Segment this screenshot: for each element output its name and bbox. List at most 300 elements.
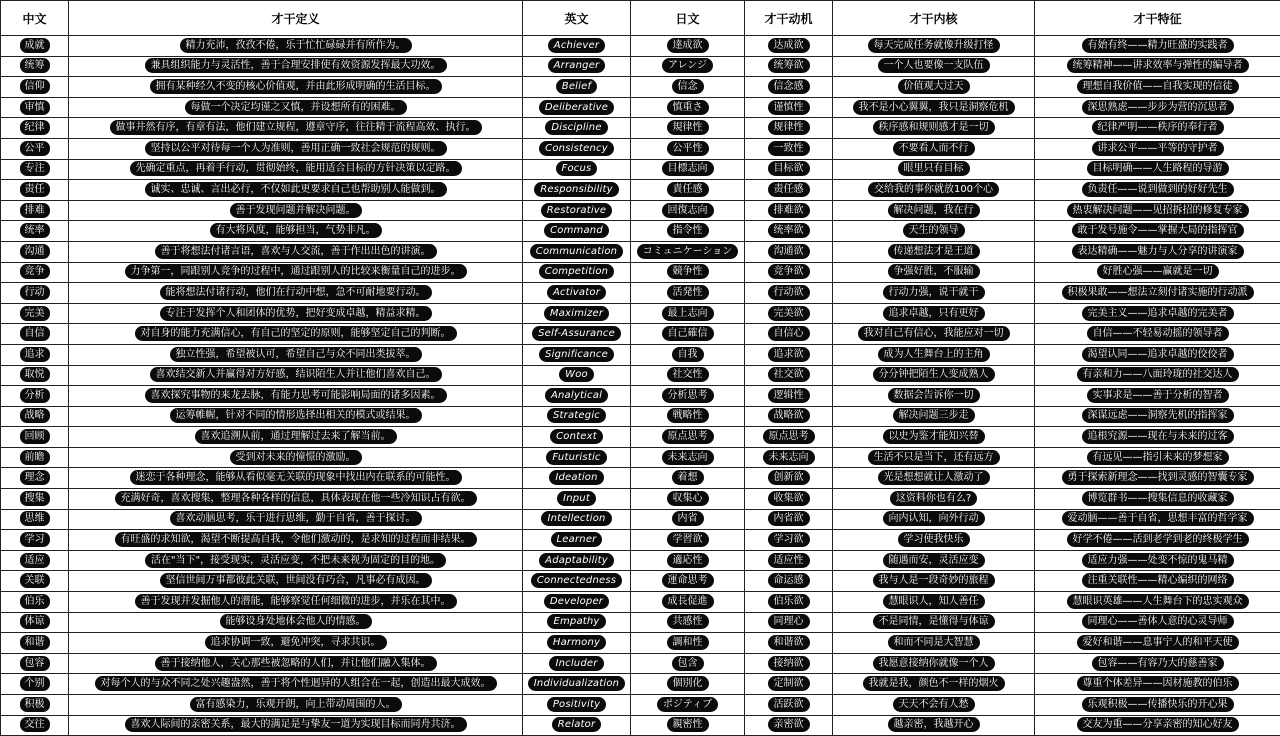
cell-english: Arranger	[548, 58, 606, 73]
cell-trait-cell	[1035, 324, 1280, 345]
cell-japanese: 達成欲	[667, 38, 709, 53]
cell-trait-cell	[1035, 365, 1280, 386]
cell-trait: 讲求公平——平等的守护者	[1092, 141, 1224, 156]
cell-definition-cell	[69, 283, 523, 304]
cell-definition-cell	[69, 386, 523, 407]
cell-motive: 定制欲	[768, 676, 810, 691]
cell-english-cell	[523, 262, 631, 283]
cell-chinese: 公平	[20, 141, 50, 156]
cell-chinese-cell	[1, 406, 69, 427]
cell-chinese: 和谐	[20, 635, 50, 650]
cell-chinese-cell	[1, 77, 69, 98]
cell-trait-cell	[1035, 674, 1280, 695]
cell-motive-cell	[745, 427, 833, 448]
cell-definition-cell	[69, 550, 523, 571]
cell-japanese-cell	[631, 56, 745, 77]
cell-trait-cell	[1035, 530, 1280, 551]
cell-english-cell	[523, 365, 631, 386]
cell-core-cell	[833, 56, 1035, 77]
cell-definition-cell	[69, 592, 523, 613]
cell-english-cell	[523, 138, 631, 159]
cell-definition-cell	[69, 509, 523, 530]
cell-definition: 迷恋于各种理念，能够从看似毫无关联的现象中找出内在联系的可能性。	[130, 470, 462, 485]
cell-definition: 喜欢动脑思考，乐于进行思维，勤于自省，善于探讨。	[170, 511, 422, 526]
cell-english-cell	[523, 468, 631, 489]
cell-motive-cell	[745, 489, 833, 510]
cell-chinese-cell	[1, 612, 69, 633]
cell-definition-cell	[69, 468, 523, 489]
cell-motive: 行动欲	[768, 285, 810, 300]
cell-core: 价值观大过天	[898, 79, 970, 94]
cell-chinese-cell	[1, 36, 69, 57]
cell-english-cell	[523, 77, 631, 98]
cell-definition-cell	[69, 159, 523, 180]
cell-chinese-cell	[1, 56, 69, 77]
cell-chinese-cell	[1, 283, 69, 304]
cell-japanese: 活発性	[667, 285, 709, 300]
cell-core-cell	[833, 97, 1035, 118]
cell-chinese-cell	[1, 715, 69, 736]
cell-definition: 精力充沛，孜孜不倦，乐于忙忙碌碌并有所作为。	[180, 38, 412, 53]
cell-core-cell	[833, 468, 1035, 489]
cell-english: Intellection	[541, 511, 611, 526]
cell-english-cell	[523, 509, 631, 530]
cell-chinese: 理念	[20, 470, 50, 485]
cell-chinese: 分析	[20, 388, 50, 403]
cell-japanese-cell	[631, 97, 745, 118]
table-row	[1, 468, 1280, 489]
cell-english-cell	[523, 633, 631, 654]
cell-trait-cell	[1035, 262, 1280, 283]
cell-english-cell	[523, 56, 631, 77]
table-body	[1, 36, 1280, 736]
cell-english-cell	[523, 612, 631, 633]
cell-chinese-cell	[1, 633, 69, 654]
cell-definition: 独立性强，希望被认可，希望自己与众不同出类拔萃。	[170, 347, 422, 362]
cell-english: Harmony	[547, 635, 606, 650]
cell-core: 一个人也要像一支队伍	[878, 58, 990, 73]
cell-trait-cell	[1035, 36, 1280, 57]
cell-definition: 兼具组织能力与灵活性，善于合理安排使有效资源发挥最大功效。	[145, 58, 447, 73]
cell-japanese-cell	[631, 344, 745, 365]
cell-core-cell	[833, 324, 1035, 345]
cell-chinese: 沟通	[20, 244, 50, 259]
header-trait: 才干特征	[1035, 1, 1280, 36]
cell-chinese-cell	[1, 530, 69, 551]
cell-core: 我对自己有信心，我能应对一切	[858, 326, 1010, 341]
cell-definition-cell	[69, 262, 523, 283]
cell-motive: 收集欲	[768, 491, 810, 506]
cell-definition-cell	[69, 674, 523, 695]
cell-trait: 博览群书——搜集信息的收藏家	[1082, 491, 1234, 506]
cell-core: 天生的领导	[903, 223, 965, 238]
cell-core: 分分钟把陌生人变成熟人	[873, 367, 995, 382]
cell-japanese-cell	[631, 571, 745, 592]
cell-motive-cell	[745, 36, 833, 57]
cell-chinese: 审慎	[20, 100, 50, 115]
table-row	[1, 138, 1280, 159]
cell-japanese-cell	[631, 592, 745, 613]
cell-definition: 对自身的能力充满信心，有自己的坚定的原则，能够坚定自己的判断。	[135, 326, 457, 341]
cell-motive-cell	[745, 406, 833, 427]
cell-motive: 逻辑性	[768, 388, 810, 403]
cell-motive: 原点思考	[763, 429, 815, 444]
cell-core: 数据会告诉你一切	[888, 388, 980, 403]
header-core: 才干内核	[833, 1, 1035, 36]
cell-japanese-cell	[631, 509, 745, 530]
cell-core-cell	[833, 180, 1035, 201]
table-row	[1, 283, 1280, 304]
cell-japanese-cell	[631, 427, 745, 448]
cell-motive-cell	[745, 530, 833, 551]
cell-trait-cell	[1035, 138, 1280, 159]
cell-trait: 热衷解决问题——见招拆招的修复专家	[1067, 203, 1249, 218]
cell-chinese: 思维	[20, 511, 50, 526]
cell-trait-cell	[1035, 200, 1280, 221]
cell-english-cell	[523, 303, 631, 324]
cell-definition-cell	[69, 221, 523, 242]
cell-japanese-cell	[631, 303, 745, 324]
cell-trait-cell	[1035, 612, 1280, 633]
cell-motive: 自信心	[768, 326, 810, 341]
cell-core-cell	[833, 221, 1035, 242]
cell-chinese: 追求	[20, 347, 50, 362]
cell-core: 光是想想就让人激动了	[878, 470, 990, 485]
table-row	[1, 633, 1280, 654]
cell-chinese-cell	[1, 550, 69, 571]
cell-motive: 排难欲	[768, 203, 810, 218]
cell-core-cell	[833, 612, 1035, 633]
cell-definition-cell	[69, 612, 523, 633]
cell-english: Connectedness	[531, 573, 622, 588]
cell-chinese: 竞争	[20, 264, 50, 279]
cell-definition-cell	[69, 715, 523, 736]
cell-chinese-cell	[1, 344, 69, 365]
cell-trait-cell	[1035, 633, 1280, 654]
cell-motive: 适应性	[768, 553, 810, 568]
cell-chinese-cell	[1, 159, 69, 180]
cell-motive: 未来志向	[763, 450, 815, 465]
cell-core: 不要看人而不行	[893, 141, 975, 156]
cell-japanese: 運命思考	[662, 573, 714, 588]
cell-japanese-cell	[631, 406, 745, 427]
cell-trait-cell	[1035, 386, 1280, 407]
cell-trait-cell	[1035, 592, 1280, 613]
cell-chinese-cell	[1, 386, 69, 407]
cell-trait-cell	[1035, 715, 1280, 736]
cell-chinese-cell	[1, 509, 69, 530]
cell-trait: 有远见——指引未来的梦想家	[1087, 450, 1229, 465]
cell-chinese: 回顾	[20, 429, 50, 444]
cell-core-cell	[833, 653, 1035, 674]
cell-core-cell	[833, 695, 1035, 716]
cell-core: 向内认知，向外行动	[883, 511, 985, 526]
cell-english: Deliberative	[539, 100, 614, 115]
cell-japanese: 信念	[672, 79, 704, 94]
cell-motive-cell	[745, 653, 833, 674]
cell-core: 解决问题三步走	[893, 408, 975, 423]
table-row	[1, 36, 1280, 57]
cell-motive: 统率欲	[768, 223, 810, 238]
cell-english-cell	[523, 427, 631, 448]
cell-definition: 活在"当下"，接受现实，灵活应变，不把未来视为固定的目的地。	[145, 553, 446, 568]
cell-chinese: 行动	[20, 285, 50, 300]
cell-motive-cell	[745, 241, 833, 262]
cell-japanese: 自我	[672, 347, 704, 362]
cell-motive-cell	[745, 592, 833, 613]
cell-definition: 充满好奇，喜欢搜集，整理各种各样的信息，具体表现在他一些冷知识占有欲。	[115, 491, 477, 506]
cell-motive-cell	[745, 571, 833, 592]
cell-japanese-cell	[631, 653, 745, 674]
cell-definition-cell	[69, 180, 523, 201]
cell-motive-cell	[745, 97, 833, 118]
cell-japanese: 指令性	[667, 223, 709, 238]
cell-definition: 受到对未来的憧憬的激励。	[230, 450, 362, 465]
cell-japanese: 目標志向	[662, 161, 714, 176]
cell-trait: 有始有终——精力旺盛的实践者	[1082, 38, 1234, 53]
cell-motive: 达成欲	[768, 38, 810, 53]
cell-japanese-cell	[631, 530, 745, 551]
cell-japanese: 戦略性	[667, 408, 709, 423]
cell-core-cell	[833, 200, 1035, 221]
cell-trait-cell	[1035, 77, 1280, 98]
cell-motive-cell	[745, 118, 833, 139]
cell-core: 和而不同是大智慧	[888, 635, 980, 650]
cell-core: 越亲密，我越开心	[888, 717, 980, 732]
cell-trait: 完美主义——追求卓越的完美者	[1082, 306, 1234, 321]
cell-chinese: 前瞻	[20, 450, 50, 465]
cell-japanese-cell	[631, 550, 745, 571]
cell-english: Futuristic	[546, 450, 606, 465]
cell-english-cell	[523, 695, 631, 716]
cell-chinese-cell	[1, 180, 69, 201]
cell-chinese: 交往	[20, 717, 50, 732]
cell-trait: 目标明确——人生路程的导游	[1087, 161, 1229, 176]
cell-trait: 包容——有容乃大的慈善家	[1092, 656, 1224, 671]
cell-trait-cell	[1035, 159, 1280, 180]
cell-japanese: 原点思考	[662, 429, 714, 444]
cell-definition-cell	[69, 241, 523, 262]
cell-motive: 责任感	[768, 182, 810, 197]
cell-motive-cell	[745, 324, 833, 345]
cell-chinese-cell	[1, 241, 69, 262]
cell-definition-cell	[69, 406, 523, 427]
cell-definition-cell	[69, 97, 523, 118]
cell-japanese-cell	[631, 118, 745, 139]
cell-motive: 谨慎性	[768, 100, 810, 115]
cell-trait: 爱动脑——善于自省，思想丰富的哲学家	[1062, 511, 1254, 526]
cell-core-cell	[833, 159, 1035, 180]
cell-chinese-cell	[1, 138, 69, 159]
cell-definition-cell	[69, 344, 523, 365]
cell-motive: 沟通欲	[768, 244, 810, 259]
cell-trait: 追根究源——现在与未来的过客	[1082, 429, 1234, 444]
cell-definition: 有大将风度，能够担当，气势非凡。	[210, 223, 382, 238]
cell-trait: 好胜心强——赢就是一切	[1097, 264, 1219, 279]
cell-trait: 表达精确——魅力与人分享的讲演家	[1072, 244, 1244, 259]
cell-trait: 有亲和力——八面玲珑的社交达人	[1077, 367, 1239, 382]
cell-japanese-cell	[631, 159, 745, 180]
cell-english: Learner	[551, 532, 603, 547]
table-row	[1, 56, 1280, 77]
cell-core: 传递想法才是王道	[888, 244, 980, 259]
cell-definition: 坚信世间万事都彼此关联，世间没有巧合，凡事必有成因。	[160, 573, 432, 588]
cell-motive-cell	[745, 344, 833, 365]
cell-motive-cell	[745, 715, 833, 736]
header-motive: 才干动机	[745, 1, 833, 36]
cell-definition-cell	[69, 653, 523, 674]
table-row	[1, 221, 1280, 242]
cell-english-cell	[523, 324, 631, 345]
cell-chinese-cell	[1, 447, 69, 468]
cell-core: 生活不只是当下，还有远方	[868, 450, 1000, 465]
cell-core-cell	[833, 118, 1035, 139]
cell-motive: 竞争欲	[768, 264, 810, 279]
cell-japanese-cell	[631, 324, 745, 345]
cell-trait: 慧眼识英雄——人生舞台下的忠实观众	[1067, 594, 1249, 609]
cell-chinese-cell	[1, 468, 69, 489]
cell-english: Woo	[559, 367, 594, 382]
cell-japanese: 競争性	[667, 264, 709, 279]
cell-trait: 爱好和谐——息事宁人的和平天使	[1077, 635, 1239, 650]
cell-chinese-cell	[1, 221, 69, 242]
cell-trait: 敢于发号施令——掌握大局的指挥官	[1072, 223, 1244, 238]
table-row	[1, 386, 1280, 407]
cell-chinese: 信仰	[20, 79, 50, 94]
cell-japanese-cell	[631, 365, 745, 386]
cell-core: 交给我的事你就放100个心	[868, 182, 999, 197]
cell-trait-cell	[1035, 653, 1280, 674]
cell-trait-cell	[1035, 344, 1280, 365]
cell-chinese-cell	[1, 200, 69, 221]
cell-motive-cell	[745, 674, 833, 695]
cell-english-cell	[523, 97, 631, 118]
cell-chinese: 战略	[20, 408, 50, 423]
cell-core: 我不是小心翼翼，我只是洞察危机	[853, 100, 1015, 115]
cell-core-cell	[833, 592, 1035, 613]
cell-trait: 同理心——善体人意的心灵导师	[1082, 614, 1234, 629]
cell-definition-cell	[69, 365, 523, 386]
cell-japanese: 責任感	[667, 182, 709, 197]
cell-japanese: 適応性	[667, 553, 709, 568]
header-japanese: 日文	[631, 1, 745, 36]
cell-core: 争强好胜，不服输	[888, 264, 980, 279]
table-row	[1, 674, 1280, 695]
cell-core-cell	[833, 344, 1035, 365]
cell-trait: 注重关联性——精心编织的网络	[1082, 573, 1234, 588]
cell-chinese: 排难	[20, 203, 50, 218]
cell-motive-cell	[745, 612, 833, 633]
cell-definition: 善于接纳他人，关心那些被忽略的人们，并让他们融入集体。	[155, 656, 437, 671]
cell-japanese: 着想	[672, 470, 704, 485]
cell-core: 我愿意接纳你就像一个人	[873, 656, 995, 671]
cell-definition: 喜欢结交新人并赢得对方好感，结识陌生人并让他们喜欢自己。	[150, 367, 442, 382]
cell-trait-cell	[1035, 56, 1280, 77]
cell-chinese-cell	[1, 592, 69, 613]
cell-chinese: 搜集	[20, 491, 50, 506]
cell-chinese: 取悦	[20, 367, 50, 382]
cell-japanese: 学習欲	[667, 532, 709, 547]
cell-english: Achiever	[548, 38, 605, 53]
cell-definition-cell	[69, 447, 523, 468]
cell-japanese: 包含	[672, 656, 704, 671]
cell-motive: 目标欲	[768, 161, 810, 176]
table-row	[1, 324, 1280, 345]
cell-definition: 喜欢人际间的亲密关系，最大的满足是与挚友一道为实现目标而同舟共济。	[125, 717, 467, 732]
cell-trait: 交友为重——分享亲密的知心好友	[1077, 717, 1239, 732]
cell-core: 眼里只有目标	[898, 161, 970, 176]
cell-japanese-cell	[631, 36, 745, 57]
cell-english: Self-Assurance	[532, 326, 621, 341]
cell-trait-cell	[1035, 571, 1280, 592]
cell-definition-cell	[69, 56, 523, 77]
cell-motive-cell	[745, 262, 833, 283]
cell-japanese: 慎重さ	[667, 100, 709, 115]
cell-japanese-cell	[631, 180, 745, 201]
cell-trait-cell	[1035, 118, 1280, 139]
cell-definition: 善于将想法付诸言语，喜欢与人交流，善于作出出色的讲演。	[155, 244, 437, 259]
cell-chinese: 完美	[20, 306, 50, 321]
table-row	[1, 118, 1280, 139]
cell-trait: 深思熟虑——步步为营的沉思者	[1082, 100, 1234, 115]
cell-chinese-cell	[1, 695, 69, 716]
table-row	[1, 241, 1280, 262]
cell-motive-cell	[745, 365, 833, 386]
cell-core: 我就是我，颜色不一样的烟火	[863, 676, 1005, 691]
cell-japanese-cell	[631, 386, 745, 407]
cell-core-cell	[833, 530, 1035, 551]
cell-trait-cell	[1035, 695, 1280, 716]
cell-core-cell	[833, 262, 1035, 283]
cell-motive: 追求欲	[768, 347, 810, 362]
cell-motive: 同理心	[768, 614, 810, 629]
cell-motive-cell	[745, 77, 833, 98]
cell-trait: 统筹精神——讲求效率与弹性的编导者	[1067, 58, 1249, 73]
cell-english-cell	[523, 386, 631, 407]
cell-core: 成为人生舞台上的主角	[878, 347, 990, 362]
table-row	[1, 612, 1280, 633]
cell-english: Positivity	[547, 697, 606, 712]
cell-motive-cell	[745, 159, 833, 180]
cell-motive-cell	[745, 180, 833, 201]
cell-core-cell	[833, 241, 1035, 262]
header-row	[1, 1, 1280, 36]
cell-motive: 和谐欲	[768, 635, 810, 650]
cell-english-cell	[523, 406, 631, 427]
cell-trait-cell	[1035, 550, 1280, 571]
cell-japanese-cell	[631, 695, 745, 716]
cell-english: Focus	[556, 161, 598, 176]
cell-trait: 好学不倦——活到老学到老的终极学生	[1067, 532, 1249, 547]
cell-core: 每天完成任务就像升级打怪	[868, 38, 1000, 53]
table-row	[1, 77, 1280, 98]
cell-english: Empathy	[547, 614, 605, 629]
header-chinese: 中文	[1, 1, 69, 36]
header-definition: 才干定义	[69, 1, 523, 36]
cell-definition-cell	[69, 427, 523, 448]
table-row	[1, 180, 1280, 201]
cell-chinese-cell	[1, 324, 69, 345]
cell-japanese-cell	[631, 262, 745, 283]
cell-chinese-cell	[1, 365, 69, 386]
cell-english-cell	[523, 592, 631, 613]
cell-chinese: 伯乐	[20, 594, 50, 609]
cell-definition: 能够设身处地体会他人的情感。	[220, 614, 372, 629]
cell-english-cell	[523, 489, 631, 510]
cell-motive-cell	[745, 695, 833, 716]
cell-core-cell	[833, 283, 1035, 304]
cell-core: 天天不会有人愁	[893, 697, 975, 712]
